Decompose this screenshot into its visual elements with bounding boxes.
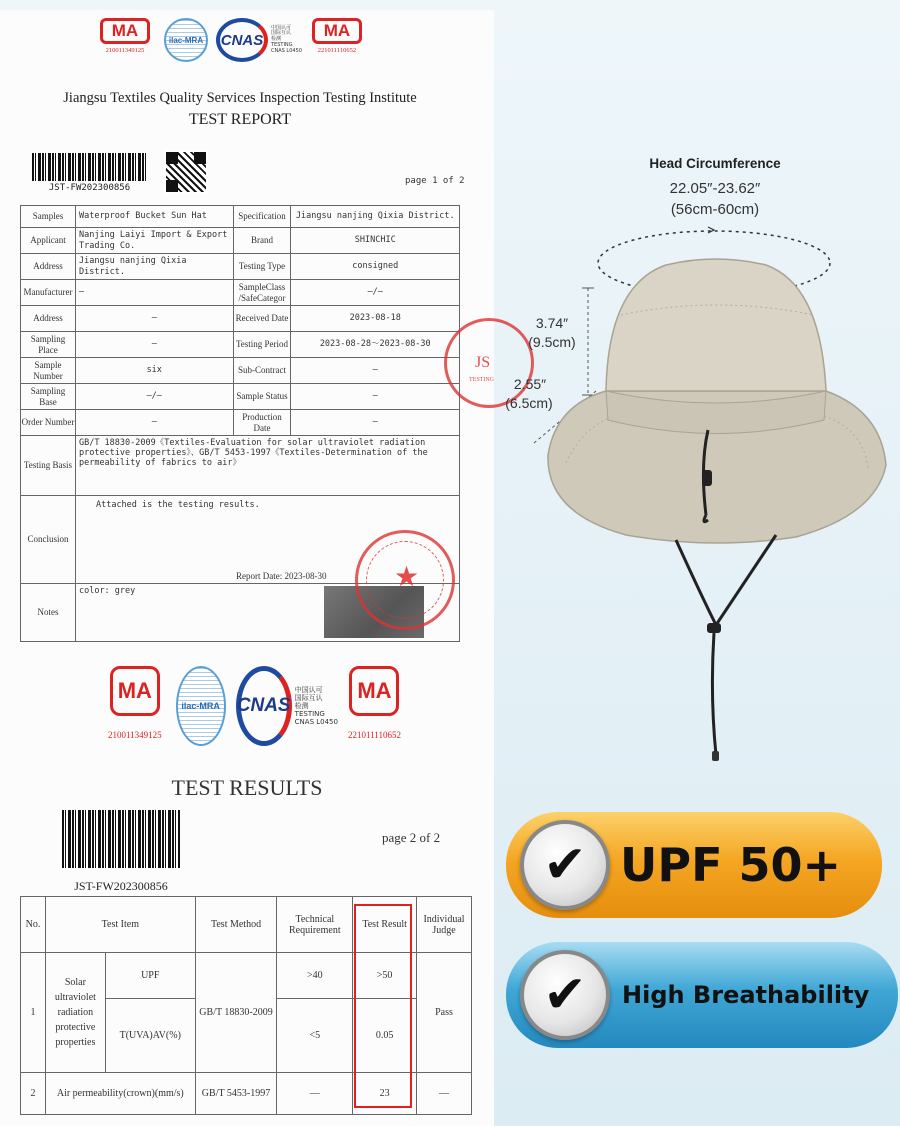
results-row-tuva: T(UVA)AV(%) <5 0.05 [21,999,472,1073]
field-label: Samples [21,206,76,228]
barcode [32,153,147,181]
tuva-result: 0.05 [353,999,417,1073]
report-date: Report Date: 2023-08-30 [235,571,327,581]
crown-height-inches: 3.74″ [535,315,569,331]
field-label: Sub-Contract [233,358,291,384]
report-info-row [21,384,460,410]
field-value: — [291,410,460,436]
results-title: TEST RESULTS [171,775,323,800]
results-row-air: 2 Air permeability(crown)(mm/s) GB/T 5453-1997 — 23 — [21,1073,472,1115]
ma-logo: MA 210011349125 [100,18,150,54]
field-value: Jiangsu nanjing Qixia District. [75,254,233,280]
results-row-upf: 1 Solar ultraviolet radiation protective properties UPF GB/T 18830-2009 >40 >50 Pass [21,953,472,999]
notes-row: Notes color: grey [21,584,460,642]
field-label: Applicant [21,228,76,254]
certification-logos [100,18,362,62]
upf-badge [506,812,882,918]
field-value: — [75,280,233,306]
field-label: Specification [233,206,291,228]
ilac-mra-logo: ilac-MRA [164,18,208,62]
page-indicator-2: page 2 of 2 [382,830,441,845]
report-title: TEST REPORT [188,111,292,128]
field-label: Sample Number [21,358,76,384]
field-value: SHINCHIC [291,228,460,254]
bucket-hat-illustration [496,215,900,775]
field-label: Order Number [21,410,76,436]
testing-basis-text: GB/T 18830-2009《Textiles-Evaluation for solar ultraviolet radiation protective properties》、GB/T 5453-1997《Textiles-Determination of the permeability of fabrics to air》 [75,436,459,496]
report-info-row [21,254,460,280]
field-value: — [75,332,233,358]
conclusion-text: Attached is the testing results. [95,500,260,510]
field-label: Brand [233,228,291,254]
field-value: 2023-08-28～2023-08-30 [291,332,460,358]
crown-height-cm: (9.5cm) [528,334,576,350]
field-label: SampleClass /SafeCategor [233,280,291,306]
field-label: Manufacturer [21,280,76,306]
official-seal: ★ [355,530,455,630]
field-label: Sampling Base [21,384,76,410]
cnas-logo: CNAS 中国认可 国际互认 检测 TESTING CNAS L0450 [216,18,302,62]
field-value: — [291,358,460,384]
report-info-row [21,306,460,332]
head-size-inches: 22.05″-23.62″ [669,180,761,197]
field-label: Address [21,306,76,332]
institute-name: Jiangsu Textiles Quality Services Inspection Testing Institute [63,90,417,106]
side-seal: JS TESTING [444,318,534,408]
report-info-row [21,206,460,228]
brim-width-cm: (6.5cm) [505,395,553,411]
field-value: consigned [291,254,460,280]
air-result: 23 [353,1073,417,1115]
field-value: — [291,384,460,410]
report-number-2: JST-FW202300856 [74,879,168,893]
head-circumference-title: Head Circumference [649,156,781,171]
checkmark-icon: ✔ [520,820,610,910]
field-label: Received Date [233,306,291,332]
field-value: —/— [291,280,460,306]
breathability-badge [506,942,898,1048]
field-label: Production Date [233,410,291,436]
test-report-page-2 [0,660,494,1126]
field-value: — [75,306,233,332]
report-info-row [21,410,460,436]
ma-cert-number: 210011349125 [105,47,145,54]
testing-basis-row: Testing Basis GB/T 18830-2009《Textiles-Evaluation for solar ultraviolet radiation protective properties》、GB/T 5453-1997《Textiles-Determination of the permeability of fabrics to air》 [21,436,460,496]
ma-cert-number-2: 221011110652 [317,47,357,54]
field-label: Address [21,254,76,280]
field-value: Nanjing Laiyi Import & Export Trading Co. [75,228,233,254]
result-highlight-box [354,904,412,1108]
certification-logos-2 [108,666,401,746]
page-indicator: page 1 of 2 [405,176,465,186]
ma-logo-3: MA 210011349125 [108,666,162,740]
upf-badge-text: UPF 50+ [620,838,842,892]
report-info-row [21,332,460,358]
ma-logo-4: MA 221011110652 [348,666,401,740]
report-number: JST-FW202300856 [48,183,131,193]
field-value: — [75,410,233,436]
report-info-row [21,358,460,384]
field-label: Testing Type [233,254,291,280]
field-value: Jiangsu nanjing Qixia District. [291,206,460,228]
notes-text: color: grey [78,586,136,596]
results-header-row: No. Test Item Test Method Technical Requirement Test Result Individual Judge [21,897,472,953]
ma-logo-2: MA 221011110652 [312,18,362,54]
field-value: six [75,358,233,384]
brim-width-inches: 2.55″ [513,376,547,392]
field-value: 2023-08-18 [291,306,460,332]
barcode-2 [62,810,180,868]
qr-code [164,150,208,194]
field-label: Sample Status [233,384,291,410]
report-info-row [21,280,460,306]
checkmark-icon-2: ✔ [520,950,610,1040]
upf-result: >50 [353,953,417,999]
test-report-page-1 [0,10,494,660]
head-size-cm: (56cm-60cm) [670,201,760,218]
report-info-row [21,228,460,254]
breathability-badge-text: High Breathability [622,981,870,1009]
conclusion-row: Conclusion Attached is the testing results. Report Date: 2023-08-30 [21,496,460,584]
field-value: Waterproof Bucket Sun Hat [75,206,233,228]
field-label: Testing Period [233,332,291,358]
ilac-mra-logo-2: ilac-MRA [176,666,226,746]
field-label: Sampling Place [21,332,76,358]
cnas-logo-2: CNAS 中国认可 国际互认 检测 TESTING CNAS L0450 [236,666,338,746]
field-value: —/— [75,384,233,410]
